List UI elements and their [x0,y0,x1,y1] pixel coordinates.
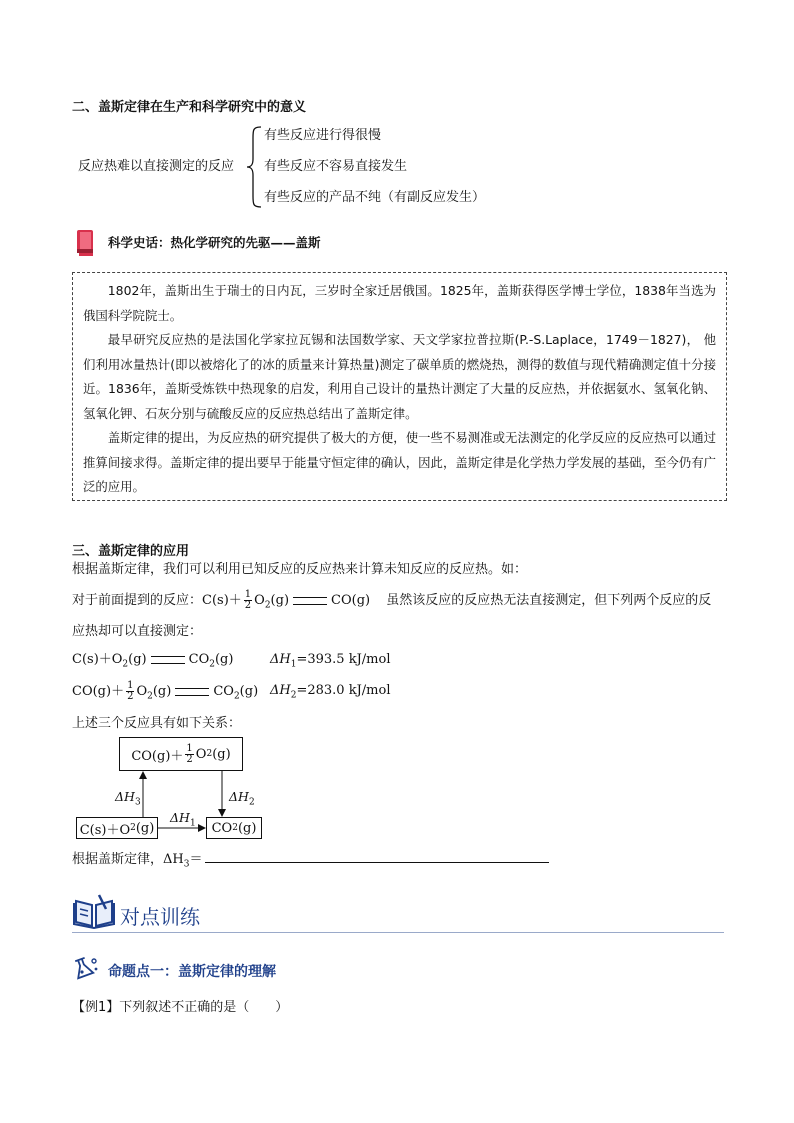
label-dh1: $\Delta H_1$ [170,810,196,829]
diagram-box-left: C(s)＋O 2 (g) [76,817,158,839]
answer-line: 根据盖斯定律，$\Delta H_3=$ [72,848,549,875]
section-heading: 二、盖斯定律在生产和科学研究中的意义 [72,100,307,115]
history-paragraph: 1802年，盖斯出生于瑞士的日内瓦，三岁时全家迁居俄国。1825年，盖斯获得医学博士学位，1838年当选为俄国科学院院士。 [83,283,716,323]
example-question: 【例1】下列叙述不正确的是（ ） [72,1000,289,1015]
section-title: 对点训练 [120,905,200,929]
section-heading: 三、盖斯定律的应用 [72,544,190,559]
equation-2-enthalpy: $\Delta H_2=283.0$ kJ/mol [270,683,391,701]
reaction-line: 对于前面提到的反应：C(s)＋ $\frac{1}{2}$ $O_2(g)$ CO(g) 虽然该反应的反应热无法直接测定，但下列两个反应的反 [72,589,712,611]
topic-heading: 命题点一：盖斯定律的理解 [108,964,276,980]
open-book-icon [72,893,116,929]
history-paragraph: 盖斯定律的提出，为反应热的研究提供了极大的方便，使一些不易测准或无法测定的化学反应的反应热可以通过推算间接求得。盖斯定律的提出要早于能量守恒定律的确认，因此，盖斯定律是化学热力学发展的基础，至今仍有广泛的应用。 [83,430,716,494]
answer-blank[interactable] [205,848,549,863]
brace-lead-text: 反应热难以直接测定的反应 [78,159,235,174]
brace-item: 有些反应的产品不纯（有副反应发生） [264,190,486,205]
relation-text: 上述三个反应具有如下关系： [72,716,242,731]
history-title: 科学史话：热化学研究的先驱——盖斯 [108,235,321,250]
label-dh3: $\Delta H_3$ [115,789,141,808]
diagram-box-top: CO(g)＋ $\frac{1}{2}$ O 2 (g) [119,737,243,771]
fraction-half: $\frac{1}{2}$ [244,589,252,611]
intro-text: 根据盖斯定律，我们可以利用已知反应的反应热来计算未知反应的反应热。如： [72,562,528,577]
equation-1: $C(s)+O_2(g)$ $CO_2(g)$ [72,652,234,670]
history-paragraph: 最早研究反应热的是法国化学家拉瓦锡和法国数学家、天文学家拉普拉斯(P.-S.Laplace，1749－1827)， 他们利用冰量热计(即以被熔化了的冰的质量来计算热量)测定了碳单质的燃烧热，测得的数值与现代精确测定值十分接近。1836年，盖斯受炼铁中热现象的启发，利用自己设计的量热计测定了大量的反应热，并依据氨水、氢氧化钠、氢氧化钾、石灰分别与硫酸反应的反应热总结出了盖斯定律。 [83,332,716,421]
text-line: 应热却可以直接测定： [72,624,203,639]
divider [72,932,724,933]
label-dh2: $\Delta H_2$ [229,789,255,808]
equation-2: CO(g)＋ $\frac{1}{2}$ $O_2(g)$ $CO_2(g)$ [72,680,259,702]
equation-1-enthalpy: $\Delta H_1=393.5$ kJ/mol [270,652,391,670]
brace-item: 有些反应进行得很慢 [264,128,382,143]
diagram-box-right: CO 2 (g) [206,817,262,839]
flask-icon [72,955,100,981]
brace-item: 有些反应不容易直接发生 [264,159,408,174]
